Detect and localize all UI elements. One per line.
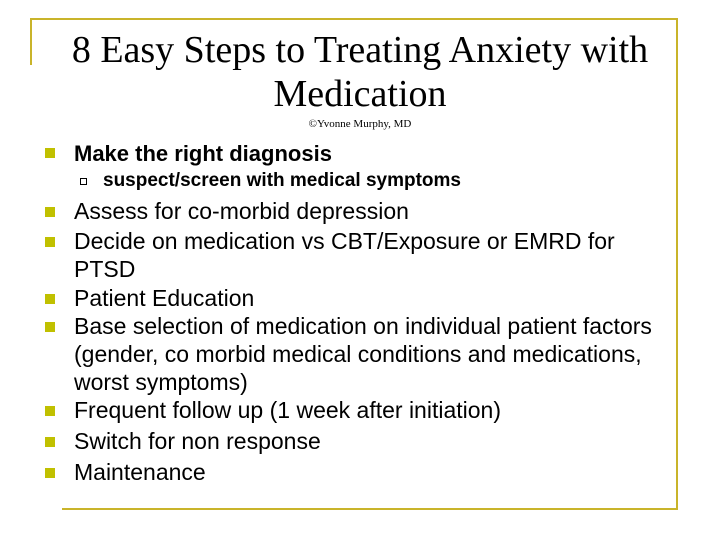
square-bullet-icon bbox=[45, 207, 55, 217]
list-item-text: Patient Education bbox=[74, 285, 255, 311]
list-item-text: Maintenance bbox=[74, 459, 206, 485]
list-item-text: Frequent follow up (1 week after initiation) bbox=[74, 397, 501, 423]
author-credit: ©Yvonne Murphy, MD bbox=[308, 118, 412, 130]
frame-border-left bbox=[30, 18, 32, 65]
slide-title: 8 Easy Steps to Treating Anxiety with Medication bbox=[71, 29, 649, 115]
hollow-square-bullet-icon bbox=[80, 178, 87, 185]
square-bullet-icon bbox=[45, 294, 55, 304]
square-bullet-icon bbox=[45, 437, 55, 447]
list-item-text: Assess for co-morbid depression bbox=[74, 198, 409, 224]
square-bullet-icon bbox=[45, 148, 55, 158]
frame-border-top bbox=[30, 18, 678, 20]
list-item-text: Base selection of medication on individual patient factors (gender, co morbid medical conditions and medications, worst symptoms) bbox=[74, 313, 652, 395]
list-item-text: Decide on medication vs CBT/Exposure or EMRD for PTSD bbox=[74, 228, 615, 282]
square-bullet-icon bbox=[45, 237, 55, 247]
list-item-text: Make the right diagnosis bbox=[74, 141, 332, 166]
list-item-text: Switch for non response bbox=[74, 428, 321, 454]
square-bullet-icon bbox=[45, 468, 55, 478]
square-bullet-icon bbox=[45, 322, 55, 332]
sub-list-item-text: suspect/screen with medical symptoms bbox=[103, 170, 461, 191]
square-bullet-icon bbox=[45, 406, 55, 416]
frame-border-bottom bbox=[62, 508, 678, 510]
